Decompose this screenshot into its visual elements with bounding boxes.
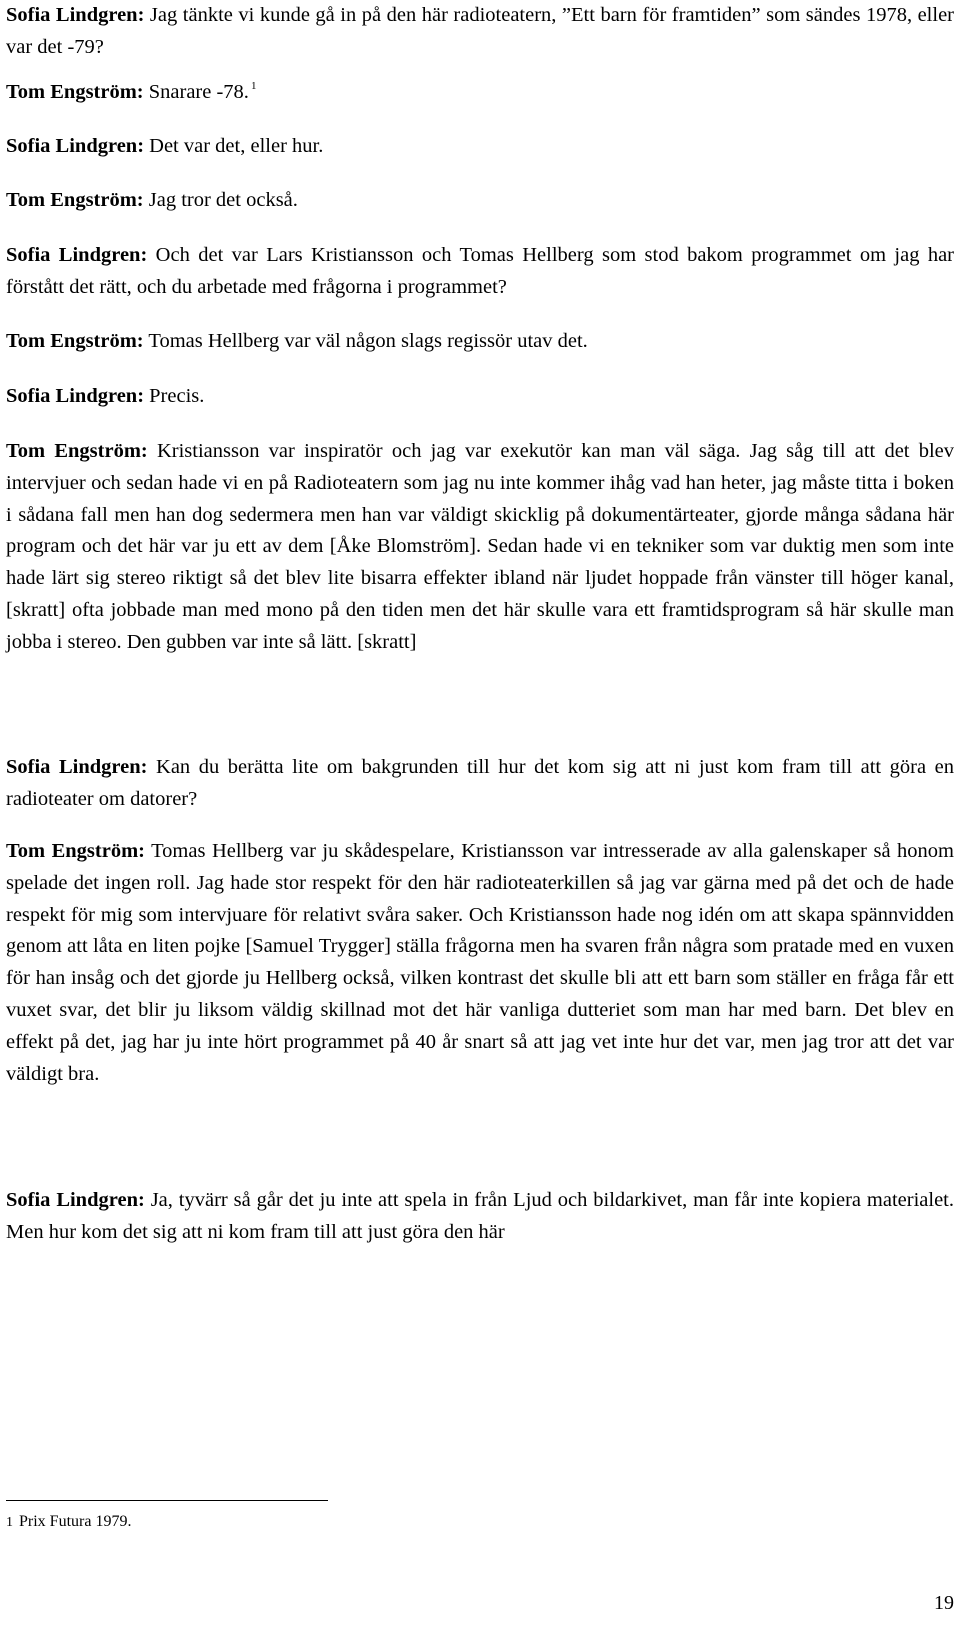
turn-text: Tomas Hellberg var väl någon slags regissör utav det. (143, 330, 588, 352)
turn-text: Kan du berätta lite om bakgrunden till hur det kom sig att ni just kom fram till att göra en radioteater om datorer? (6, 756, 954, 810)
turn-text: Det var det, eller hur. (144, 135, 324, 157)
transcript-turn (6, 0, 954, 64)
turn-text: Och det var Lars Kristiansson och Tomas Hellberg som stod bakom programmet om jag har förstått det rätt, och du arbetade med frågorna i programmet? (6, 244, 955, 298)
turn-text: Jag tänkte vi kunde gå in på den här radioteatern, ”Ett barn för framtiden” som sändes 1978, eller var det -79? (6, 4, 954, 58)
transcript-turn (6, 77, 954, 109)
speaker-name: Tom Engström: (6, 189, 144, 211)
transcript-turn (6, 240, 954, 304)
transcript-turn (6, 326, 954, 358)
transcript-turn (6, 752, 954, 816)
footnote-number: 1 (6, 1515, 13, 1530)
transcript-turn (6, 185, 954, 217)
turn-text: Snarare -78. (143, 81, 249, 103)
footnote-text: Prix Futura 1979. (19, 1513, 132, 1530)
speaker-name: Sofia Lindgren: (6, 135, 145, 157)
speaker-name: Tom Engström: (6, 440, 148, 462)
speaker-name: Sofia Lindgren: (6, 756, 148, 778)
transcript-turn (6, 381, 954, 413)
turn-text: Ja, tyvärr så går det ju inte att spela in från Ljud och bildarkivet, man får inte kopiera materialet. Men hur kom det sig att ni kom fram till att just göra den här (6, 1189, 954, 1243)
speaker-name: Sofia Lindgren: (6, 244, 148, 266)
transcript-turn (6, 131, 954, 163)
footnote-ref: 1 (250, 80, 257, 92)
speaker-name: Tom Engström: (6, 330, 144, 352)
page-number: 19 (934, 1592, 954, 1614)
transcript-turn (6, 836, 954, 1090)
footnote (6, 1512, 131, 1533)
turn-text: Kristiansson var inspiratör och jag var exekutör kan man väl säga. Jag såg till att det blev intervjuer och sedan hade vi en på Radioteatern som jag nu inte kommer ihåg vad han heter, jag måste titta i boken i sådana fall men han dog sedermera men han var väldigt skicklig på dokumentärteater, gjorde många sådana här program och det här var ju ett av dem [Åke Blomström]. Sedan hade vi en tekniker som var duktig men som inte hade lärt sig stereo riktigt så det blev lite bisarra effekter ibland när ljudet hoppade från vänster till höger kanal, [skratt] ofta jobbade man med mono på den tiden men det här skulle vara ett framtidsprogram så här skulle man jobba i stereo. Den gubben var inte så lätt. [skratt] (6, 440, 955, 653)
speaker-name: Tom Engström: (6, 840, 145, 862)
turn-text: Precis. (144, 385, 205, 407)
speaker-name: Sofia Lindgren: (6, 1189, 145, 1211)
speaker-name: Tom Engström: (6, 81, 144, 103)
turn-text: Tomas Hellberg var ju skådespelare, Kristiansson var intresserade av alla galenskaper så honom spelade det ingen roll. Jag hade stor respekt för den här radioteaterkillen så jag var gärna med på det och de hade respekt för mig som intervjuare för relativt svåra saker. Och Kristiansson hade nog idén om att skapa spännvidden genom att låta en liten pojke [Samuel Trygger] ställa frågorna men ha svaren från några som pratade med en vuxen för han insåg och det gjorde ju Hellberg också, vilken kontrast det skulle bli att ett barn som ställer en fråga får ett vuxet svar, det blir ju liksom väldig skillnad mot det här vanliga dutteriet som man har med barn. Det blev en effekt på det, jag har ju inte hört programmet på 40 år snart så att jag vet inte hur det var, men jag tror att det var väldigt bra. (6, 840, 954, 1085)
footnote-separator (6, 1500, 328, 1501)
turn-text: Jag tror det också. (143, 189, 298, 211)
speaker-name: Sofia Lindgren: (6, 385, 145, 407)
transcript-turn (6, 436, 954, 659)
transcript-turn (6, 1185, 954, 1249)
speaker-name: Sofia Lindgren: (6, 4, 145, 26)
